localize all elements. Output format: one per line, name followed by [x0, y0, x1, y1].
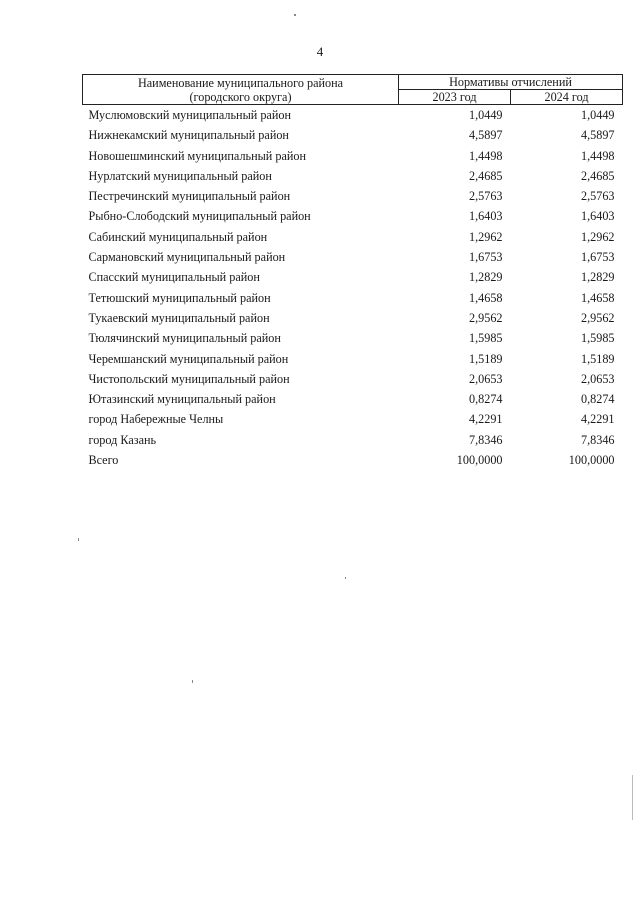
- municipality-name-cell: Тетюшский муниципальный район: [88, 290, 271, 305]
- norm-2023-cell: 1,5985: [468, 331, 503, 346]
- norm-2024-cell: 1,0449: [580, 108, 615, 122]
- table-row: [83, 247, 623, 267]
- table-row: [83, 430, 623, 450]
- table-row: [83, 105, 623, 126]
- municipality-name-cell: Сармановский муниципальный район: [88, 250, 286, 265]
- total-row: [83, 450, 623, 470]
- municipality-name-header-line1: Наименование муниципального района: [137, 75, 344, 90]
- scan-speck: [78, 538, 79, 541]
- norm-2024-cell: 1,2829: [580, 270, 615, 285]
- scan-speck: [192, 680, 193, 683]
- municipality-name-cell: Рыбно-Слободский муниципальный район: [88, 209, 311, 224]
- norm-2024-cell: 1,2962: [580, 229, 615, 244]
- municipality-name-cell: Черемшанский муниципальный район: [88, 351, 289, 366]
- municipality-name-cell: Нурлатский муниципальный район: [88, 168, 272, 183]
- year-2023-header: 2023 год: [399, 90, 511, 105]
- norm-2024-cell: 0,8274: [580, 392, 615, 407]
- norm-2024-cell: 1,6403: [580, 209, 615, 224]
- deduction-norms-table: [82, 74, 623, 470]
- table-row: [83, 409, 623, 429]
- year-2024-header: 2024 год: [511, 90, 623, 105]
- municipality-name-header-line2: (городского округа): [189, 89, 292, 104]
- municipality-name-cell: Новошешминский муниципальный район: [88, 148, 307, 163]
- norm-2023-cell: 2,9562: [468, 310, 503, 325]
- norm-2024-cell: 7,8346: [580, 432, 615, 447]
- norm-2023-cell: 1,2829: [468, 270, 503, 285]
- municipality-name-cell: Тюлячинский муниципальный район: [88, 331, 281, 346]
- municipality-name-cell: Сабинский муниципальный район: [88, 229, 268, 244]
- scan-speck: [345, 577, 346, 579]
- norm-2024-cell: 4,5897: [580, 128, 615, 143]
- norm-2023-cell: 100,0000: [456, 453, 503, 468]
- municipality-name-cell: Ютазинский муниципальный район: [88, 392, 276, 407]
- municipality-name-cell: Чистопольский муниципальный район: [88, 371, 290, 386]
- norm-2024-cell: 1,4658: [580, 290, 615, 305]
- norm-2023-cell: 4,2291: [468, 412, 503, 427]
- norm-2024-cell: 2,5763: [580, 189, 615, 204]
- norm-2024-cell: 1,6753: [580, 250, 615, 265]
- norm-2023-cell: 1,6753: [468, 250, 503, 265]
- table-row: [83, 267, 623, 287]
- municipality-name-cell: Всего: [88, 453, 119, 468]
- norm-2023-cell: 1,0449: [468, 108, 503, 122]
- norm-2024-cell: 4,2291: [580, 412, 615, 427]
- table-row: [83, 146, 623, 166]
- municipality-name-cell: Пестречинский муниципальный район: [88, 189, 291, 204]
- municipality-name-cell: город Казань: [88, 432, 157, 447]
- table-row: [83, 125, 623, 145]
- norm-2023-cell: 1,4658: [468, 290, 503, 305]
- norm-2023-cell: 1,4498: [468, 148, 503, 163]
- municipality-name-cell: Спасский муниципальный район: [88, 270, 260, 285]
- municipality-name-cell: Тукаевский муниципальный район: [88, 310, 270, 325]
- norm-2023-cell: 0,8274: [468, 392, 503, 407]
- norm-2023-cell: 2,0653: [468, 371, 503, 386]
- table-row: [83, 308, 623, 328]
- municipality-name-cell: Муслюмовский муниципальный район: [88, 108, 291, 122]
- norm-2023-cell: 4,5897: [468, 128, 503, 143]
- table-row: [83, 206, 623, 226]
- norm-2024-cell: 2,0653: [580, 371, 615, 386]
- norm-2024-cell: 1,5189: [580, 351, 615, 366]
- municipality-name-cell: Нижнекамский муниципальный район: [88, 128, 289, 143]
- table-row: [83, 369, 623, 389]
- norm-2024-cell: 2,9562: [580, 310, 615, 325]
- table-row: [83, 349, 623, 369]
- norm-2023-cell: 1,2962: [468, 229, 503, 244]
- table-header: [83, 75, 623, 105]
- norm-2023-cell: 2,4685: [468, 168, 503, 183]
- table-row: [83, 227, 623, 247]
- municipality-name-cell: город Набережные Челны: [88, 412, 224, 427]
- page-number: 4: [316, 44, 324, 59]
- table-row: [83, 389, 623, 409]
- norms-group-header: Нормативы отчислений: [399, 75, 623, 90]
- norm-2023-cell: 7,8346: [468, 432, 503, 447]
- table-row: [83, 328, 623, 348]
- scan-speck: [294, 14, 296, 16]
- table-row: [83, 166, 623, 186]
- table-row: [83, 288, 623, 308]
- municipality-name-header: [83, 75, 399, 105]
- table-body: [83, 105, 623, 471]
- norm-2024-cell: 1,4498: [580, 148, 615, 163]
- norm-2023-cell: 1,5189: [468, 351, 503, 366]
- norm-2023-cell: 2,5763: [468, 189, 503, 204]
- norm-2024-cell: 2,4685: [580, 168, 615, 183]
- norm-2024-cell: 100,0000: [568, 453, 615, 468]
- norm-2023-cell: 1,6403: [468, 209, 503, 224]
- norm-2024-cell: 1,5985: [580, 331, 615, 346]
- scan-speck: [632, 775, 633, 820]
- table-row: [83, 186, 623, 206]
